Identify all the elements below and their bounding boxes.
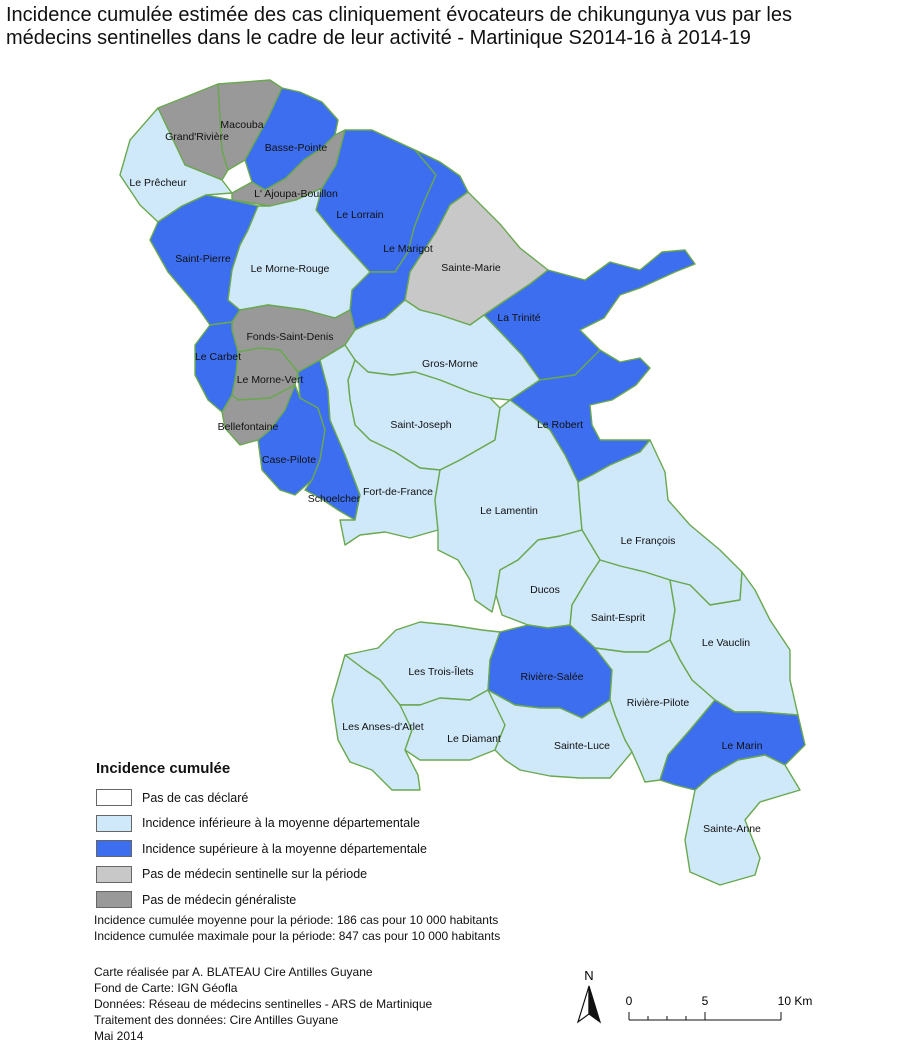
scale-bar bbox=[626, 994, 813, 1020]
commune-label-bellefontaine: Bellefontaine bbox=[217, 421, 279, 433]
commune-label-gros-morne: Gros-Morne bbox=[421, 358, 479, 370]
title-line-1: Incidence cumulée estimée des cas cliniquement évocateurs de chikungunya vus par les bbox=[6, 4, 792, 26]
commune-label-saint-esprit: Saint-Esprit bbox=[590, 612, 646, 624]
north-label: N bbox=[584, 968, 594, 983]
commune-label-case-pilote: Case-Pilote bbox=[261, 454, 317, 466]
legend-title: Incidence cumulée bbox=[96, 760, 231, 777]
commune-label-schoelcher: Schoelcher bbox=[307, 493, 361, 505]
legend-swatch bbox=[96, 789, 132, 806]
commune-label-le-marin: Le Marin bbox=[721, 740, 763, 752]
legend-swatch bbox=[96, 866, 132, 883]
commune-label-le-morne-vert: Le Morne-Vert bbox=[236, 374, 304, 386]
commune-label-sainte-anne: Sainte-Anne bbox=[703, 823, 761, 835]
commune-label-les-anses-d-arlet: Les Anses-d'Arlet bbox=[342, 721, 424, 733]
commune-label-sainte-marie: Sainte-Marie bbox=[441, 262, 501, 274]
commune-label-fonds-saint-denis: Fonds-Saint-Denis bbox=[246, 331, 334, 343]
scale-tick-0: 0 bbox=[625, 994, 633, 1008]
commune-label-saint-pierre: Saint-Pierre bbox=[175, 253, 231, 265]
credit-date: Mai 2014 bbox=[94, 1029, 144, 1043]
commune-label-grand-riviere: Grand'Rivière bbox=[165, 131, 229, 143]
legend-label: Pas de cas déclaré bbox=[142, 790, 249, 805]
commune-label-riviere-salee: Rivière-Salée bbox=[520, 671, 584, 683]
commune-label-le-robert: Le Robert bbox=[536, 419, 584, 431]
commune-label-le-morne-rouge: Le Morne-Rouge bbox=[250, 263, 330, 275]
legend-item-no-gp bbox=[96, 887, 427, 913]
legend-swatch bbox=[96, 815, 132, 832]
credit-data: Données: Réseau de médecins sentinelles - ARS de Martinique bbox=[94, 997, 433, 1011]
max-incidence: Incidence cumulée maximale pour la période: 847 cas pour 10 000 habitants bbox=[94, 929, 501, 943]
commune-label-l-ajoupa-bouillon: L' Ajoupa-Bouillon bbox=[254, 188, 338, 200]
commune-label-le-lamentin: Le Lamentin bbox=[480, 505, 538, 517]
legend-item-none bbox=[96, 785, 427, 811]
scale-tick-10: 10 Km bbox=[777, 994, 813, 1008]
commune-label-le-marigot: Le Marigot bbox=[383, 243, 433, 255]
scale-tick-5: 5 bbox=[701, 994, 709, 1008]
commune-label-le-diamant: Le Diamant bbox=[447, 733, 501, 745]
map-credits bbox=[94, 964, 432, 1044]
commune-label-les-trois-ilets: Les Trois-Îlets bbox=[408, 666, 474, 678]
legend-item-no-sentinel bbox=[96, 862, 427, 888]
commune-label-macouba: Macouba bbox=[220, 119, 264, 131]
commune-label-riviere-pilote: Rivière-Pilote bbox=[626, 697, 690, 709]
credit-basemap: Fond de Carte: IGN Géofla bbox=[94, 981, 238, 995]
legend-label: Pas de médecin sentinelle sur la période bbox=[142, 867, 368, 882]
legend-label: Pas de médecin généraliste bbox=[142, 892, 297, 907]
incidence-stats bbox=[94, 912, 500, 944]
commune-label-le-francois: Le François bbox=[620, 535, 676, 547]
title-line-2: médecins sentinelles dans le cadre de leur activité - Martinique S2014-16 à 2014-19 bbox=[6, 27, 751, 49]
commune-label-le-vauclin: Le Vauclin bbox=[701, 637, 751, 649]
commune-label-le-carbet: Le Carbet bbox=[194, 351, 242, 363]
legend-item-low bbox=[96, 811, 427, 837]
legend-swatch bbox=[96, 891, 132, 908]
commune-label-le-precheur: Le Prêcheur bbox=[129, 177, 187, 189]
legend-label: Incidence inférieure à la moyenne départementale bbox=[142, 816, 420, 831]
commune-label-ducos: Ducos bbox=[530, 584, 560, 596]
legend-label: Incidence supérieure à la moyenne départementale bbox=[142, 841, 427, 856]
credit-processing: Traitement des données: Cire Antilles Guyane bbox=[94, 1013, 339, 1027]
legend bbox=[96, 760, 427, 913]
legend-item-high bbox=[96, 836, 427, 862]
commune-label-sainte-luce: Sainte-Luce bbox=[553, 740, 611, 752]
north-arrow-icon bbox=[578, 968, 600, 1022]
commune-label-saint-joseph: Saint-Joseph bbox=[390, 419, 452, 431]
commune-label-la-trinite: La Trinité bbox=[497, 312, 541, 324]
legend-swatch bbox=[96, 840, 132, 857]
commune-label-le-lorrain: Le Lorrain bbox=[336, 209, 384, 221]
commune-label-basse-pointe: Basse-Pointe bbox=[264, 142, 328, 154]
commune-label-fort-de-france: Fort-de-France bbox=[362, 486, 434, 498]
mean-incidence: Incidence cumulée moyenne pour la période: 186 cas pour 10 000 habitants bbox=[94, 913, 499, 927]
credit-author: Carte réalisée par A. BLATEAU Cire Antilles Guyane bbox=[94, 965, 373, 979]
